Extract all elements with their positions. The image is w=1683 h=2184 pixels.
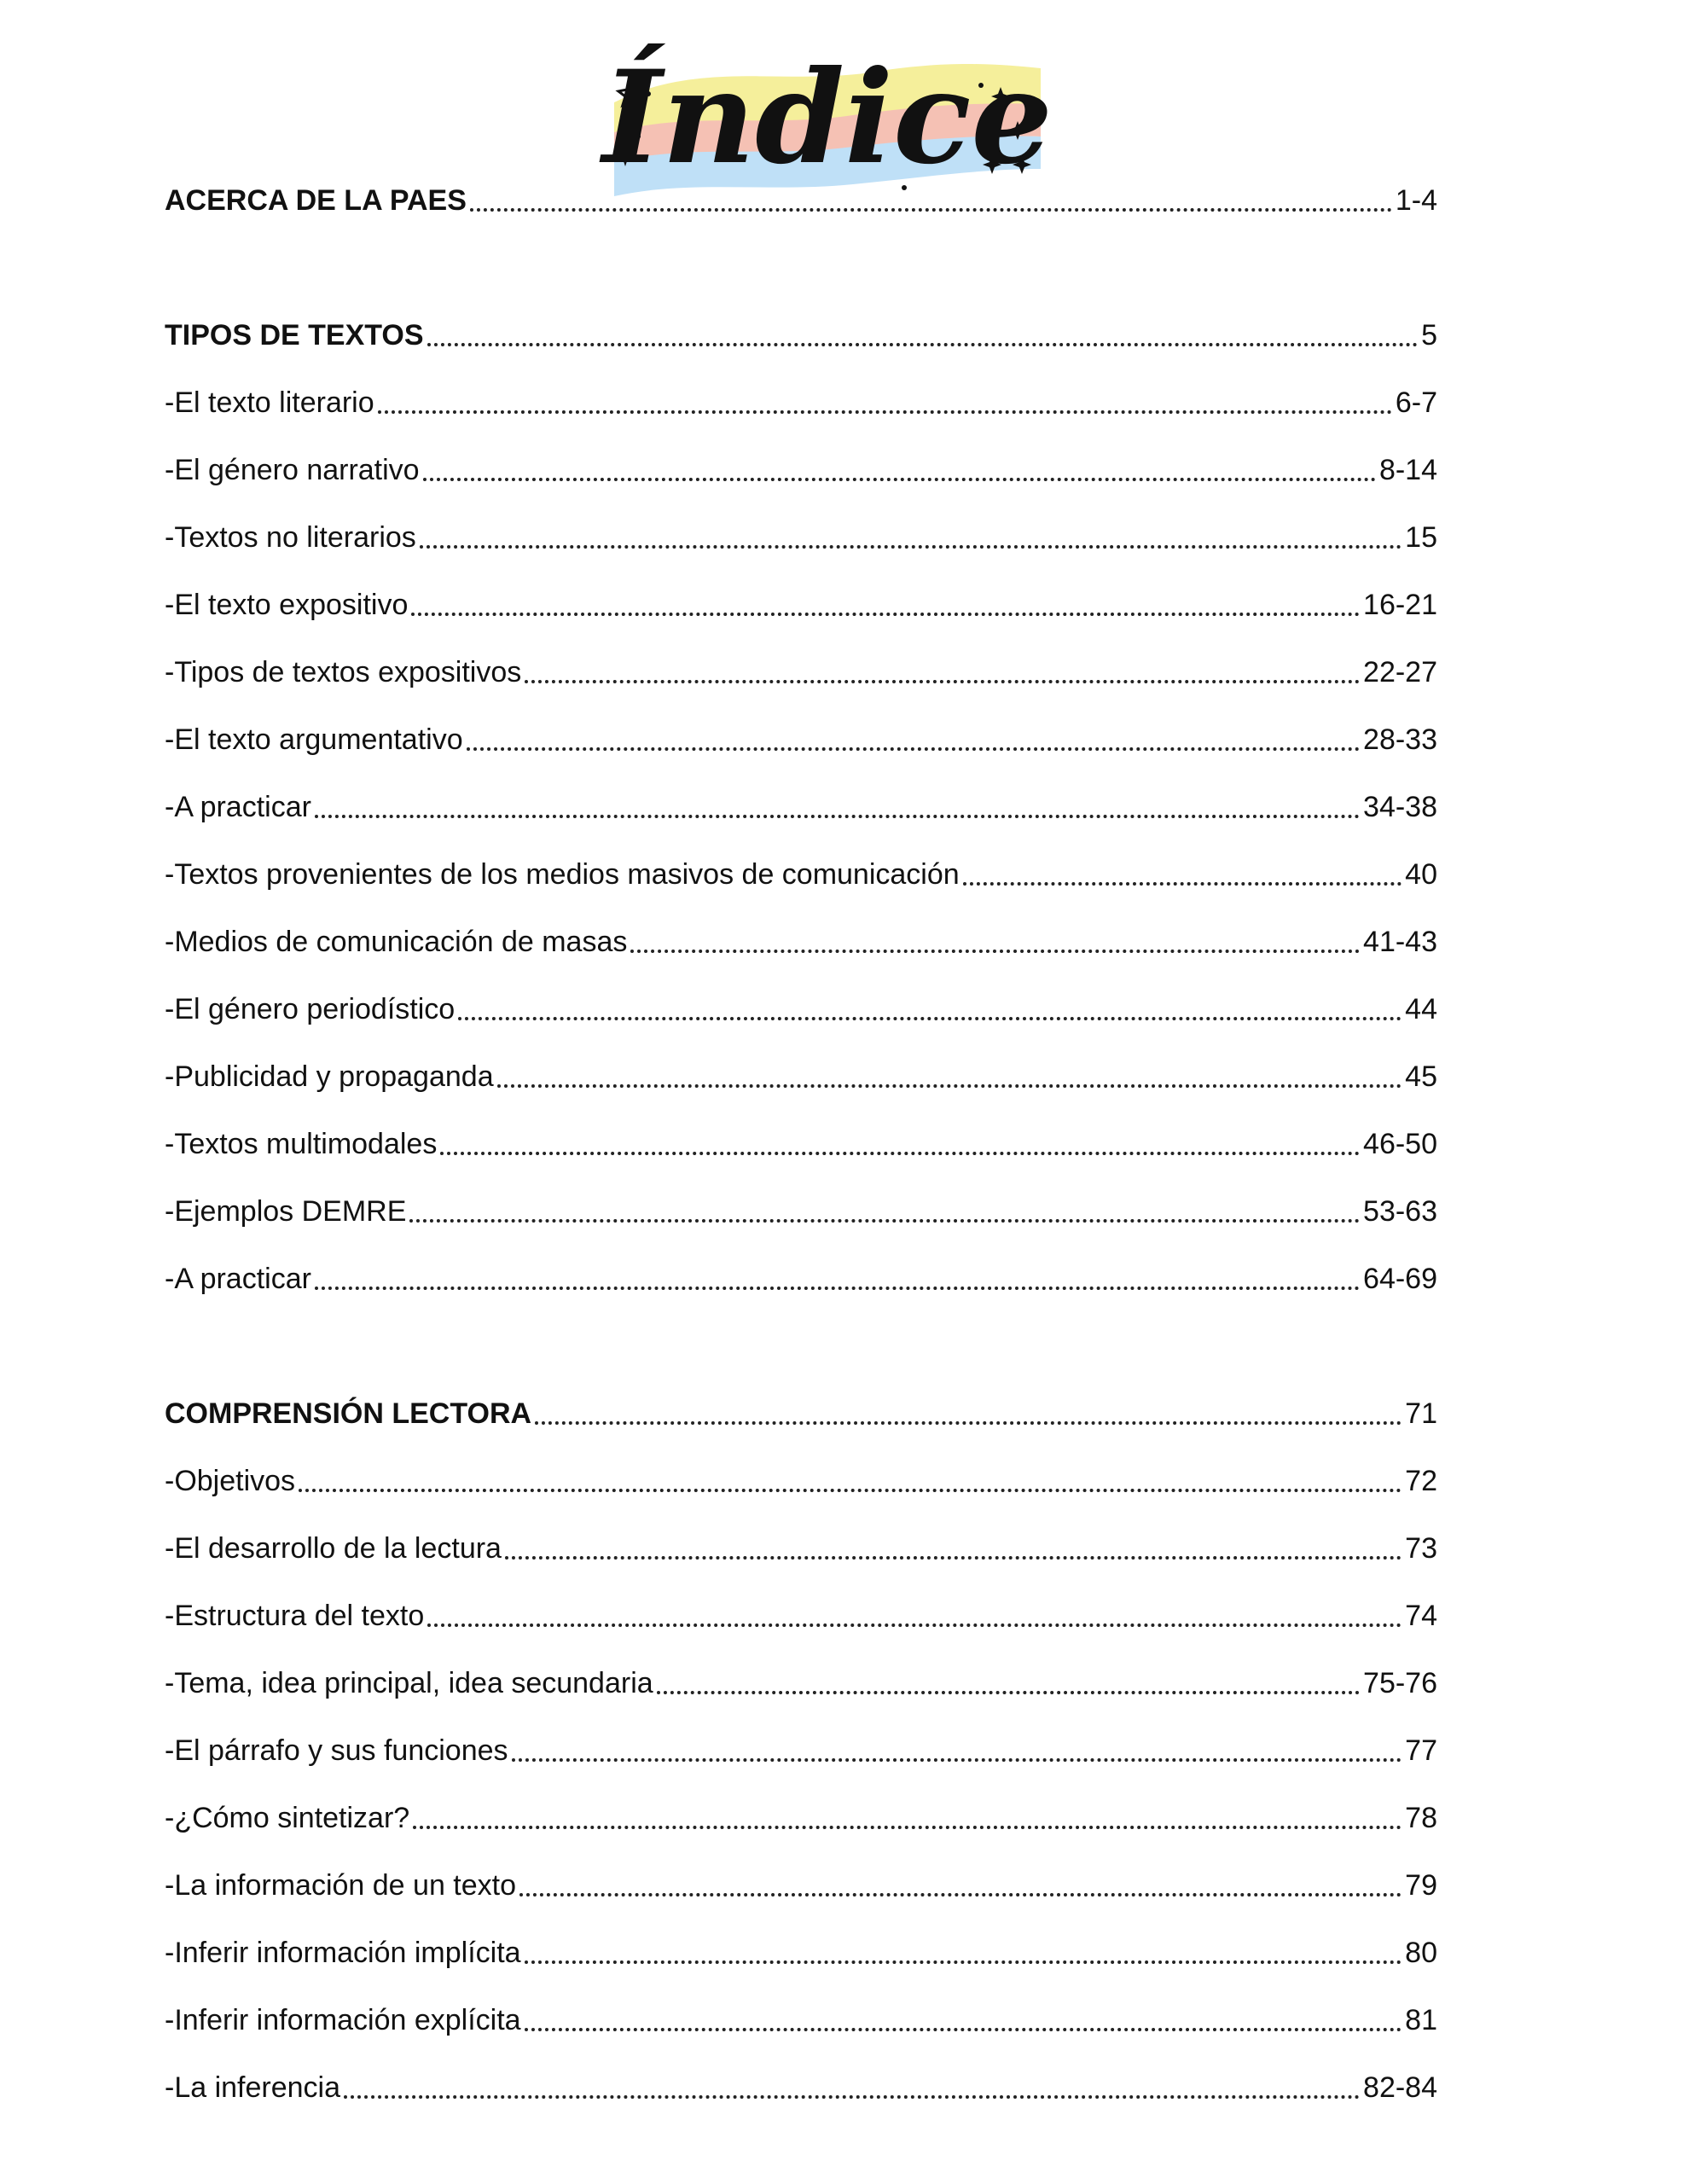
toc-item-row (165, 1931, 1437, 1974)
toc-item-row (165, 988, 1437, 1031)
toc-item-row (165, 1999, 1437, 2042)
toc-item-row (165, 1864, 1437, 1907)
toc-entry-label: -Tema, idea principal, idea secundaria (165, 1667, 653, 1699)
toc-section-row (165, 179, 1437, 222)
toc-entry-label: TIPOS DE TEXTOS (165, 319, 424, 351)
toc-item-row (165, 1190, 1437, 1233)
toc-dot-leader (413, 1825, 1402, 1829)
toc-entry-label: COMPRENSIÓN LECTORA (165, 1397, 532, 1430)
toc-entry-label: -Medios de comunicación de masas (165, 926, 628, 958)
toc-dot-leader (467, 746, 1360, 751)
toc-item-row (165, 1797, 1437, 1839)
toc-page-range: 81 (1405, 2004, 1437, 2036)
toc-dot-leader (470, 207, 1392, 212)
toc-page-range: 16-21 (1363, 589, 1437, 621)
toc-dot-leader (525, 1960, 1402, 1964)
toc-item-row (165, 381, 1437, 424)
toc-item-row (165, 651, 1437, 694)
toc-dot-leader (378, 410, 1392, 414)
toc-entry-label: -Tipos de textos expositivos (165, 656, 522, 688)
toc-page-range: 6-7 (1395, 386, 1437, 419)
toc-page-range: 82-84 (1363, 2071, 1437, 2104)
toc-dot-leader (423, 477, 1376, 481)
toc-item-row (165, 1594, 1437, 1637)
toc-dot-leader (505, 1555, 1402, 1560)
toc-item-row (165, 1527, 1437, 1570)
index-header (597, 26, 1058, 205)
toc-entry-label: -El párrafo y sus funciones (165, 1734, 508, 1767)
toc-dot-leader (458, 1016, 1402, 1020)
toc-page-range: 64-69 (1363, 1263, 1437, 1295)
toc-entry-label: -Textos no literarios (165, 521, 416, 554)
toc-entry-label: -Inferir información implícita (165, 1937, 521, 1969)
toc-page-range: 78 (1405, 1802, 1437, 1834)
toc-entry-label: -A practicar (165, 1263, 311, 1295)
toc-page-range: 53-63 (1363, 1195, 1437, 1228)
toc-page-range: 75-76 (1363, 1667, 1437, 1699)
toc-page-range: 74 (1405, 1600, 1437, 1632)
toc-entry-label: -El género narrativo (165, 454, 420, 486)
toc-page-range: 79 (1405, 1869, 1437, 1902)
toc-page-range: 34-38 (1363, 791, 1437, 823)
toc-page-range: 22-27 (1363, 656, 1437, 688)
toc-dot-leader (535, 1420, 1402, 1425)
toc-item-row (165, 853, 1437, 896)
toc-section-row (165, 314, 1437, 357)
toc-dot-leader (497, 1083, 1402, 1088)
toc-dot-leader (315, 814, 1360, 818)
toc-page-range: 40 (1405, 858, 1437, 891)
toc-entry-label: -Publicidad y propaganda (165, 1060, 494, 1093)
toc-dot-leader (963, 881, 1402, 886)
toc-page-range: 44 (1405, 993, 1437, 1025)
toc-page-range: 72 (1405, 1465, 1437, 1497)
toc-item-row (165, 1729, 1437, 1772)
toc-item-row (165, 1258, 1437, 1300)
toc-entry-label: -Objetivos (165, 1465, 296, 1497)
toc-entry-label: -El texto expositivo (165, 589, 409, 621)
toc-page-range: 8-14 (1378, 454, 1437, 486)
toc-item-row (165, 516, 1437, 559)
toc-page-range: 71 (1405, 1397, 1437, 1430)
toc-entry-label: ACERCA DE LA PAES (165, 184, 467, 217)
toc-page-range: 15 (1405, 521, 1437, 554)
index-title-banner (597, 26, 1058, 205)
toc-dot-leader (519, 1892, 1402, 1896)
toc-dot-leader (344, 2094, 1360, 2099)
toc-item-row (165, 786, 1437, 828)
page-title: Índice (602, 43, 1053, 193)
toc-item-row (165, 1123, 1437, 1165)
toc-item-row (165, 1662, 1437, 1705)
toc-section-row (165, 1392, 1437, 1435)
toc-entry-label: -El texto argumentativo (165, 723, 463, 756)
toc-entry-label: -Estructura del texto (165, 1600, 425, 1632)
toc-page-range: 73 (1405, 1532, 1437, 1565)
toc-dot-leader (440, 1151, 1360, 1155)
toc-entry-label: -El género periodístico (165, 993, 456, 1025)
toc-entry-label: -Ejemplos DEMRE (165, 1195, 407, 1228)
toc-page-range: 46-50 (1363, 1128, 1437, 1160)
toc-page-range: 77 (1405, 1734, 1437, 1767)
toc-page-range: 1-4 (1395, 184, 1437, 217)
toc-dot-leader (427, 1623, 1402, 1627)
toc-dot-leader (525, 2027, 1402, 2031)
toc-dot-leader (315, 1286, 1360, 1290)
toc-item-row (165, 584, 1437, 626)
toc-item-row (165, 2066, 1437, 2109)
toc-item-row (165, 718, 1437, 761)
toc-dot-leader (657, 1690, 1360, 1694)
toc-entry-label: -Inferir información explícita (165, 2004, 521, 2036)
toc-dot-leader (525, 679, 1360, 683)
toc-dot-leader (411, 612, 1360, 616)
toc-entry-label: -El desarrollo de la lectura (165, 1532, 502, 1565)
toc-entry-label: -A practicar (165, 791, 311, 823)
toc-dot-leader (512, 1757, 1402, 1762)
toc-dot-leader (630, 949, 1360, 953)
toc-page-range: 41-43 (1363, 926, 1437, 958)
toc-dot-leader (427, 342, 1419, 346)
toc-item-row (165, 1055, 1437, 1098)
toc-page-range: 80 (1405, 1937, 1437, 1969)
toc-item-row (165, 921, 1437, 963)
toc-item-row (165, 1460, 1437, 1502)
toc-dot-leader (420, 544, 1402, 549)
toc-entry-label: -El texto literario (165, 386, 374, 419)
toc-entry-label: -La información de un texto (165, 1869, 517, 1902)
toc-entry-label: -Textos provenientes de los medios masivos de comunicación (165, 858, 960, 891)
toc-page-range: 45 (1405, 1060, 1437, 1093)
toc-page-range: 5 (1421, 319, 1437, 351)
toc-dot-leader (409, 1218, 1360, 1223)
toc-item-row (165, 449, 1437, 491)
toc-page-range: 28-33 (1363, 723, 1437, 756)
toc-entry-label: -¿Cómo sintetizar? (165, 1802, 410, 1834)
toc-dot-leader (299, 1488, 1402, 1492)
toc-entry-label: -La inferencia (165, 2071, 341, 2104)
toc-entry-label: -Textos multimodales (165, 1128, 438, 1160)
